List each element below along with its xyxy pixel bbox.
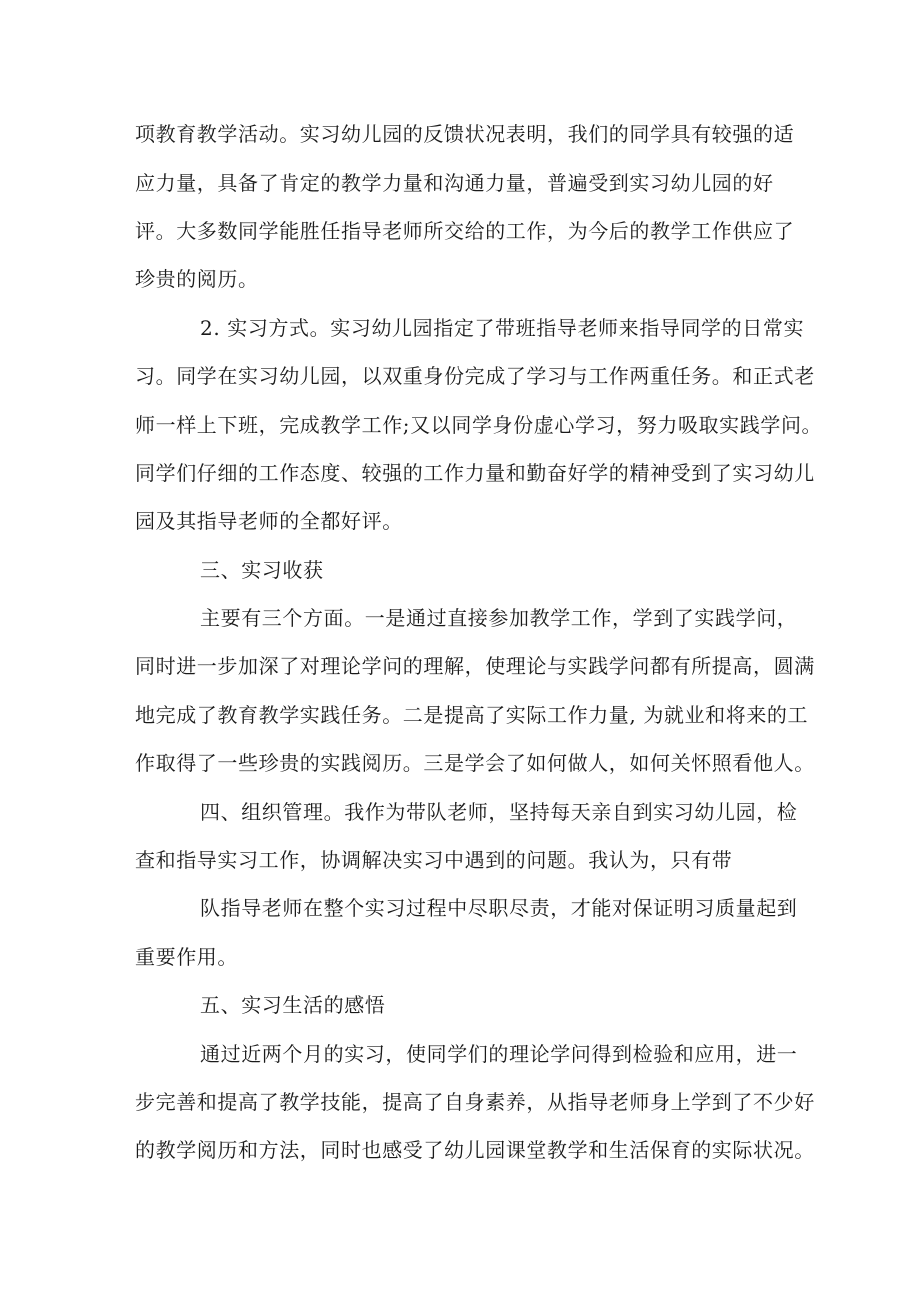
text-line: 作取得了一些珍贵的实践阅历。三是学会了如何做人，如何关怀照看他人。 bbox=[135, 751, 815, 775]
text-line: 通过近两个月的实习，使同学们的理论学问得到检验和应用，进一 bbox=[200, 1042, 798, 1066]
text-line: 主要有三个方面。一是通过直接参加教学工作，学到了实践学问， bbox=[200, 606, 798, 630]
text-line: 队指导老师在整个实习过程中尽职尽责，才能对保证明习质量起到 bbox=[200, 896, 798, 920]
text-line: 2. 实习方式。实习幼儿园指定了带班指导老师来指导同学的日常实 bbox=[200, 316, 805, 340]
text-line: 习。同学在实习幼儿园，以双重身份完成了学习与工作两重任务。和正式老 bbox=[135, 364, 815, 388]
section-heading: 三、实习收获 bbox=[200, 558, 324, 582]
text-line: 的教学阅历和方法，同时也感受了幼儿园课堂教学和生活保育的实际状况。 bbox=[135, 1138, 815, 1162]
text-line: 同学们仔细的工作态度、较强的工作力量和勤奋好学的精神受到了实习幼儿 bbox=[135, 461, 815, 485]
text-line: 四、组织管理。我作为带队老师，坚持每天亲自到实习幼儿园，检 bbox=[200, 800, 798, 824]
text-line: 评。大多数同学能胜任指导老师所交给的工作，为今后的教学工作供应了 bbox=[135, 219, 795, 243]
text-line: 查和指导实习工作，协调解决实习中遇到的问题。我认为，只有带 bbox=[135, 848, 733, 872]
section-heading: 五、实习生活的感悟 bbox=[200, 993, 386, 1017]
text-line: 师一样上下班，完成教学工作;又以同学身份虚心学习，努力吸取实践学问。 bbox=[135, 413, 823, 437]
text-line: 重要作用。 bbox=[135, 945, 238, 969]
text-line: 同时进一步加深了对理论学问的理解，使理论与实践学问都有所提高，圆满 bbox=[135, 654, 815, 678]
text-line: 步完善和提高了教学技能，提高了自身素养，从指导老师身上学到了不少好 bbox=[135, 1090, 815, 1114]
text-line: 地完成了教育教学实践任务。二是提高了实际工作力量, 为就业和将来的工 bbox=[135, 703, 809, 727]
text-line: 园及其指导老师的全都好评。 bbox=[135, 509, 403, 533]
text-line: 珍贵的阅历。 bbox=[135, 267, 259, 291]
text-line: 应力量，具备了肯定的教学力量和沟通力量，普遍受到实习幼儿园的好 bbox=[135, 171, 774, 195]
text-line: 项教育教学活动。实习幼儿园的反馈状况表明，我们的同学具有较强的适 bbox=[135, 122, 795, 146]
